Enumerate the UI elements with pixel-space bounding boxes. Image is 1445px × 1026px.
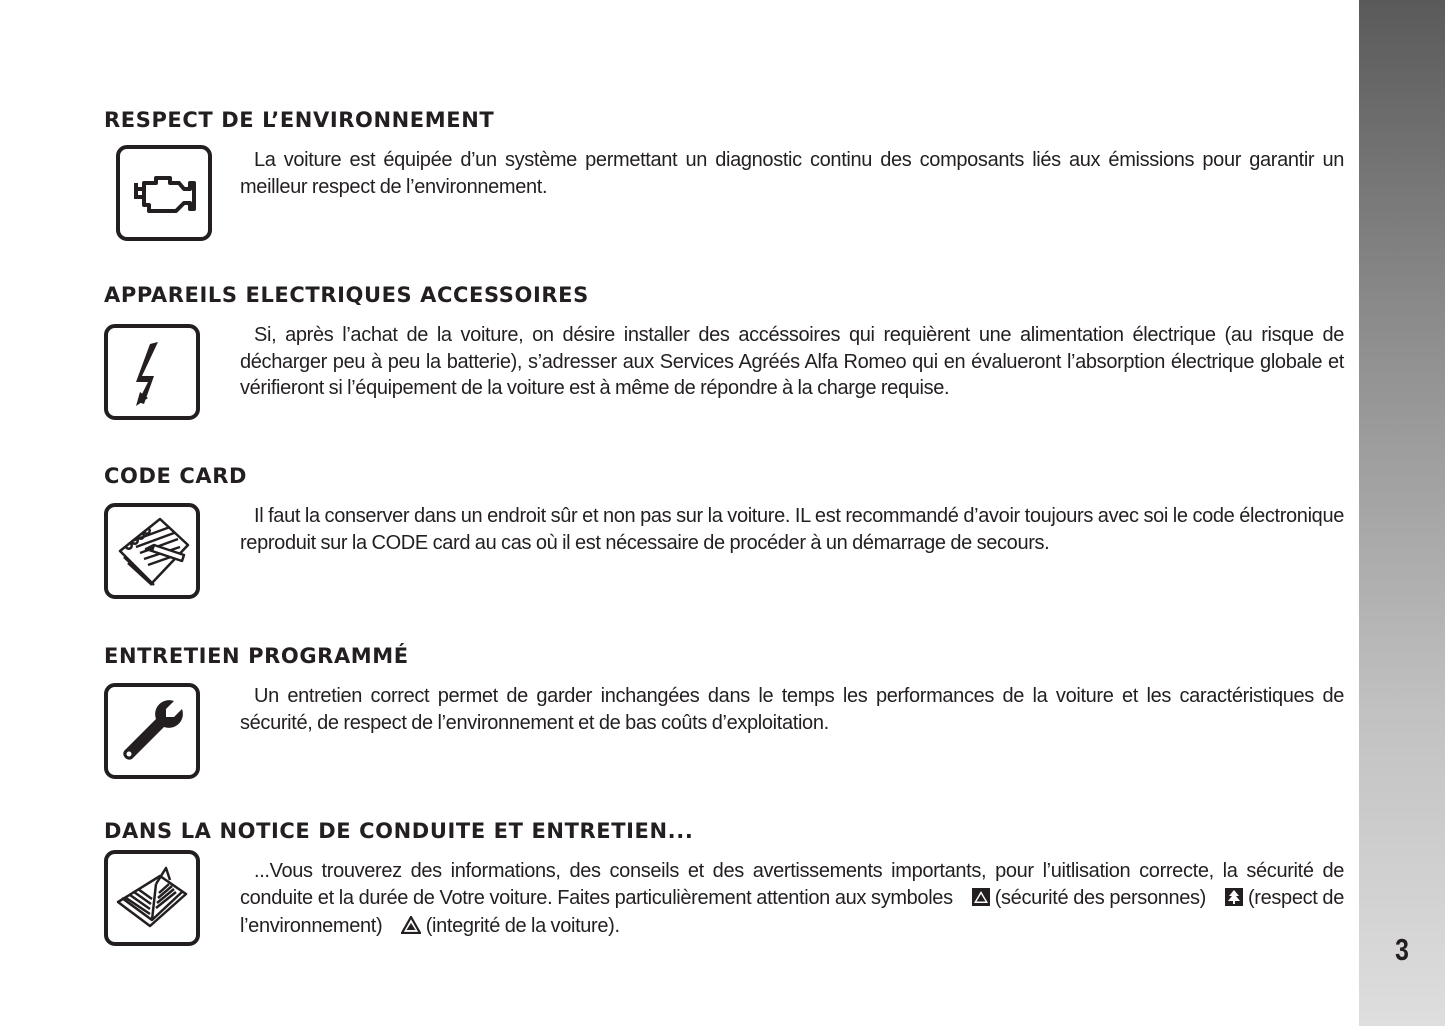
section-heading: DANS LA NOTICE DE CONDUITE ET ENTRETIEN... (104, 819, 694, 843)
section-text: Si, après l’achat de la voiture, on désire installer des accéssoires qui requièrent une alimentation électrique (au risque de décharger peu à peu la batterie), s’adresser aux Services Agréés Alfa Romeo qui en évalueront l’absorption électrique globale et vérifieront si l’équipement de la voiture est à même de répondre à la charge requise. (240, 324, 1344, 399)
section-code-card (104, 463, 1344, 608)
warning-person-icon (958, 887, 990, 914)
open-book-icon (104, 850, 200, 946)
section-heading: APPAREILS ELECTRIQUES ACCESSOIRES (104, 283, 589, 307)
section-text: Un entretien correct permet de garder inchangées dans le temps les performances de la voiture et les caractéristiques de sécurité, de respect de l’environnement et de bas coûts d’exploitation. (240, 685, 1344, 734)
text-part-2: (sécurité des personnes) (994, 886, 1206, 909)
page-number: 3 (1395, 932, 1409, 967)
warning-car-icon (387, 915, 421, 942)
section-electrical (104, 282, 1344, 432)
section-text (240, 858, 1344, 942)
notebook-pencil-icon (104, 503, 200, 599)
section-heading: CODE CARD (104, 464, 248, 488)
text-part-4: (integrité de la voiture). (425, 915, 620, 937)
section-text: La voiture est équipée d’un système permettant un diagnostic continu des composants liés aux émissions pour garantir un meilleur respect de l’environnement. (240, 149, 1344, 198)
side-strip (1359, 0, 1445, 1026)
environment-icon (1211, 887, 1243, 914)
text-part-1: ...Vous trouverez des informations, des conseils et des avertissements importants, pour l’uitlisation correcte, la sécurité de conduite et la durée de Votre voiture. Faites particulièrement attention aux symboles (240, 860, 1344, 909)
section-environment (104, 107, 1344, 252)
wrench-icon (104, 683, 200, 779)
section-heading: RESPECT DE L’ENVIRONNEMENT (104, 108, 495, 132)
engine-icon (116, 145, 212, 241)
section-maintenance (104, 643, 1344, 788)
section-manual (104, 818, 1344, 968)
lightning-icon (104, 324, 200, 420)
section-heading: ENTRETIEN PROGRAMMÉ (104, 644, 409, 668)
section-text: Il faut la conserver dans un endroit sûr et non pas sur la voiture. IL est recommandé d’avoir toujours avec soi le code électronique reproduit sur la CODE card au cas où il est nécessaire de procéder à un démarrage de secours. (240, 505, 1344, 554)
text-part-3: (respect de l’environnement) (240, 886, 1344, 937)
